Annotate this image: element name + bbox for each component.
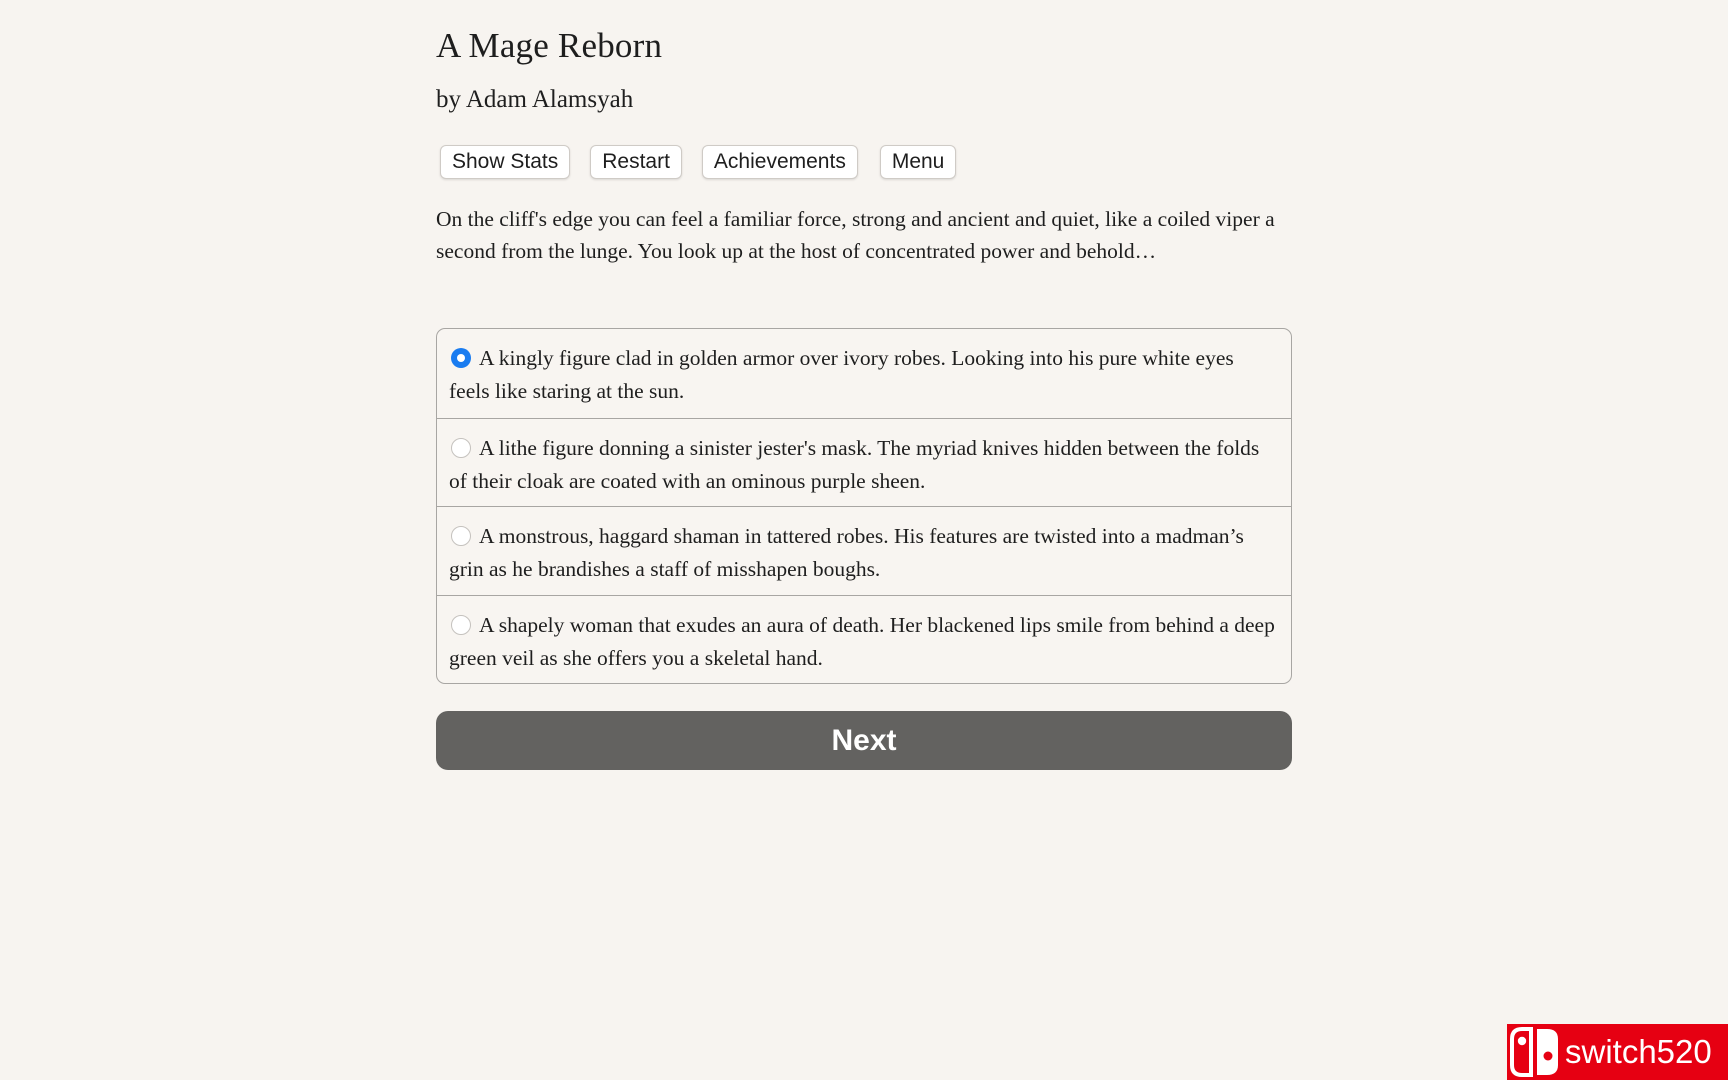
choice-text: A kingly figure clad in golden armor over ivory robes. Looking into his pure white eyes feels like staring at the sun. bbox=[449, 346, 1234, 403]
game-author: by Adam Alamsyah bbox=[436, 86, 634, 113]
game-title: A Mage Reborn bbox=[436, 26, 663, 65]
choice-option-2[interactable] bbox=[437, 418, 1291, 507]
next-button[interactable]: Next bbox=[436, 711, 1292, 770]
achievements-button[interactable]: Achievements bbox=[702, 145, 858, 179]
radio-button[interactable] bbox=[451, 526, 471, 546]
watermark-text: switch520 bbox=[1565, 1033, 1712, 1070]
choice-list bbox=[436, 328, 1292, 684]
choice-option-4[interactable] bbox=[437, 595, 1291, 684]
menu-button[interactable]: Menu bbox=[880, 145, 957, 179]
toolbar bbox=[440, 145, 956, 179]
restart-button[interactable]: Restart bbox=[590, 145, 682, 179]
switch-console-icon bbox=[1507, 1024, 1563, 1080]
radio-button[interactable] bbox=[451, 438, 471, 458]
show-stats-button[interactable]: Show Stats bbox=[440, 145, 570, 179]
passage-text: On the cliff's edge you can feel a familiar force, strong and ancient and quiet, like a coiled viper a second from the lunge. You look up at the host of concentrated power and behold… bbox=[436, 207, 1275, 263]
choice-text: A shapely woman that exudes an aura of death. Her blackened lips smile from behind a deep green veil as she offers you a skeletal hand. bbox=[449, 612, 1275, 670]
radio-button[interactable] bbox=[451, 615, 471, 635]
choice-text: A lithe figure donning a sinister jester's mask. The myriad knives hidden between the folds of their cloak are coated with an ominous purple sheen. bbox=[449, 435, 1260, 493]
choice-text: A monstrous, haggard shaman in tattered robes. His features are twisted into a madman’s grin as he brandishes a staff of misshapen boughs. bbox=[449, 524, 1244, 581]
choice-option-3[interactable] bbox=[437, 506, 1291, 595]
choice-option-1[interactable] bbox=[437, 329, 1291, 418]
radio-button[interactable] bbox=[451, 348, 471, 368]
watermark bbox=[1507, 1024, 1728, 1080]
